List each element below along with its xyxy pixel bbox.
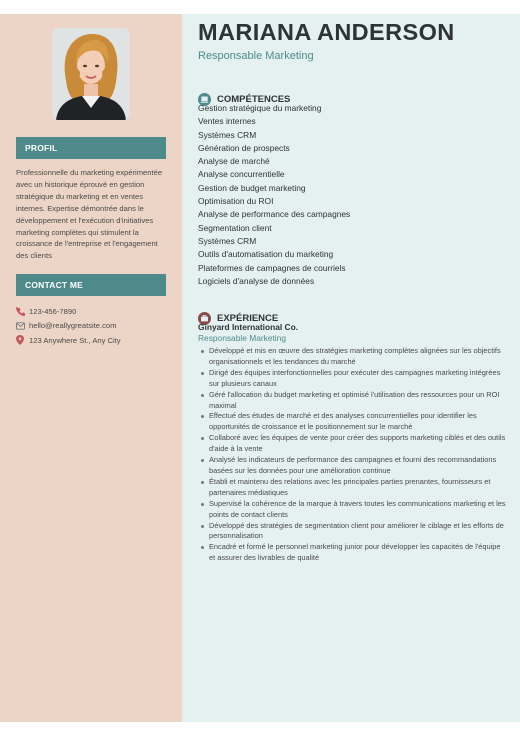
skill-item: Gestion de budget marketing — [198, 182, 306, 193]
skill-item: Ventes internes — [198, 116, 256, 127]
skill-item: Analyse concurrentielle — [198, 169, 285, 180]
person-title: Responsable Marketing — [198, 50, 314, 62]
list-item: Géré l'allocation du budget marketing et optimisé l'utilisation des ressources pour un ROI maximal — [198, 390, 506, 412]
job-role: Responsable Marketing — [198, 333, 286, 343]
contact-email-value: hello@reallygreatsite.com — [29, 321, 117, 331]
contact-heading: CONTACT ME — [16, 274, 166, 296]
list-item: Développé et mis en œuvre des stratégies marketing complètes alignées sur les objectifs organisationnels et les tendances du marché — [198, 346, 506, 368]
skill-item: Plateformes de campagnes de courriels — [198, 262, 346, 273]
skill-item: Systèmes CRM — [198, 129, 257, 140]
contact-address — [16, 333, 176, 348]
list-item: Analysé les indicateurs de performance des campagnes et fourni des recommandations basées sur les données pour une amélioration continue — [198, 455, 506, 477]
contact-phone — [16, 304, 176, 319]
profile-summary: Professionnelle du marketing expérimentée avec un historique éprouvé en gestion stratégique du marketing et en ventes internes. Expertise démontrée dans le développement et l'exécution d'initiatives marketing complètes qui stimulent la croissance de l'entreprise et l'engagement des clients — [16, 168, 163, 261]
email-icon — [16, 322, 29, 330]
list-item: Effectué des études de marché et des analyses concurrentielles pour identifier les opportunités de croissance et le positionnement sur le marché — [198, 411, 506, 433]
list-item: Développé des stratégies de segmentation client pour améliorer le ciblage et les efforts de personnalisation — [198, 521, 506, 543]
skill-item: Segmentation client — [198, 222, 272, 233]
skills-heading-text: COMPÉTENCES — [217, 94, 291, 105]
list-item: Dirigé des équipes interfonctionnelles pour exécuter des campagnes marketing intégrées sur plusieurs canaux — [198, 368, 506, 390]
person-name: MARIANA ANDERSON — [198, 19, 455, 45]
skills-list — [198, 102, 350, 288]
company-name: Ginyard International Co. — [198, 322, 299, 332]
skill-item: Systèmes CRM — [198, 235, 257, 246]
contact-phone-value: 123-456-7890 — [29, 306, 77, 316]
list-item: Supervisé la cohérence de la marque à travers toutes les communications marketing et les points de contact clients — [198, 499, 506, 521]
skill-item: Outils d'automatisation du marketing — [198, 249, 334, 260]
sidebar — [0, 14, 182, 722]
skill-item: Gestion stratégique du marketing — [198, 103, 322, 113]
skill-item: Analyse de marché — [198, 156, 270, 167]
contact-list — [16, 304, 176, 348]
list-item: Encadré et formé le personnel marketing junior pour développer les capacités de l'équipe et assurer des livrables de qualité — [198, 542, 506, 564]
experience-heading-text: EXPÉRIENCE — [217, 313, 279, 324]
phone-icon — [16, 307, 29, 316]
profile-heading: PROFIL — [16, 137, 166, 159]
location-pin-icon — [16, 335, 29, 345]
profile-photo — [52, 28, 130, 120]
skill-item: Optimisation du ROI — [198, 196, 274, 207]
skill-item: Génération de prospects — [198, 142, 290, 153]
list-item: Établi et maintenu des relations avec les principales parties prenantes, fournisseurs et partenaires médiatiques — [198, 477, 506, 499]
list-item: Collaboré avec les équipes de vente pour créer des supports marketing ciblés et des outils d'aide à la vente — [198, 433, 506, 455]
skill-item: Logiciels d'analyse de données — [198, 275, 315, 286]
experience-bullets — [198, 346, 506, 564]
contact-email — [16, 319, 176, 334]
skill-item: Analyse de performance des campagnes — [198, 209, 351, 220]
contact-address-value: 123 Anywhere St., Any City — [29, 335, 121, 345]
